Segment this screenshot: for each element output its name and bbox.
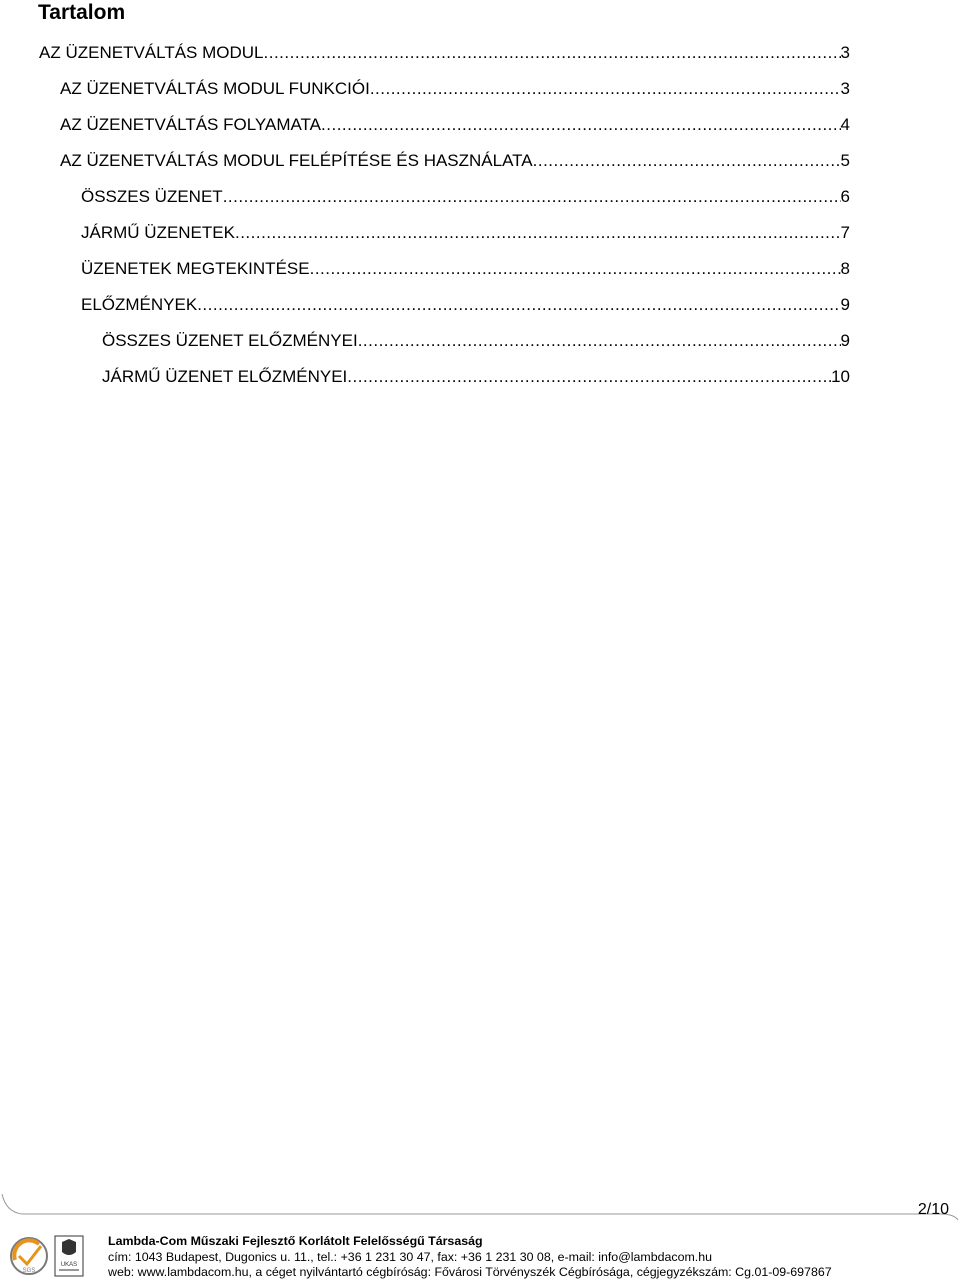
toc-entry[interactable] [81,294,850,318]
toc-entry-page: 3 [840,79,850,98]
toc-entry-page: 7 [840,223,850,242]
toc-entry-page: 9 [840,295,850,314]
toc-title: Tartalom [38,1,126,24]
toc-entry[interactable] [81,186,850,210]
toc-leader-dots [533,150,841,172]
toc-entry-page: 5 [840,151,850,170]
toc-leader-dots [321,114,841,136]
toc-entry[interactable] [81,222,850,246]
toc-entry[interactable] [81,258,850,282]
ukas-logo-text: UKAS [60,1262,78,1268]
toc-leader-dots [197,294,840,316]
toc-entry-label: AZ ÜZENETVÁLTÁS MODUL FUNKCIÓI [60,79,370,98]
toc-entry-label: AZ ÜZENETVÁLTÁS FOLYAMATA [60,115,322,134]
toc-leader-dots [310,258,841,280]
toc-entry-label: AZ ÜZENETVÁLTÁS MODUL [39,43,264,62]
company-address: cím: 1043 Budapest, Dugonics u. 11., tel.: +36 1 231 30 47, fax: +36 1 231 30 08, e-mail: info@lambdacom.hu [108,1249,713,1264]
toc-entry-page: 8 [840,259,850,278]
toc-leader-dots [264,42,841,64]
toc-entry-page: 6 [840,187,850,206]
toc-leader-dots [358,330,841,352]
toc-entry[interactable] [39,42,850,66]
toc-entry-page: 3 [840,43,850,62]
toc-entry[interactable] [60,114,850,138]
toc-entry-label: ÜZENETEK MEGTEKINTÉSE [81,259,310,278]
toc-entry-label: ELŐZMÉNYEK [81,295,198,314]
toc-leader-dots [223,186,841,208]
page-number: 2/10 [917,1201,949,1218]
toc-entry[interactable] [102,366,850,390]
toc-entry[interactable] [60,150,850,174]
certification-logos [9,1234,89,1278]
company-registration: web: www.lambdacom.hu, a céget nyilvántartó cégbíróság: Fővárosi Törvényszék Cégbírósága, cégjegyzékszám: Cg.01-09-697867 [108,1265,832,1279]
sgs-logo-text: SGS [22,1268,36,1274]
toc-leader-dots [347,366,831,388]
toc-leader-dots [370,78,841,100]
sgs-logo-icon [9,1234,89,1278]
toc-entry-page: 10 [831,367,850,386]
toc-entry-page: 9 [840,331,850,350]
footer-company-info [108,1234,948,1281]
toc-entry[interactable] [102,330,850,354]
company-name: Lambda-Com Műszaki Fejlesztő Korlátolt Felelősségű Társaság [108,1234,483,1248]
toc-entry-label: ÖSSZES ÜZENET [81,187,223,206]
toc-entry-label: ÖSSZES ÜZENET ELŐZMÉNYEI [102,331,358,350]
toc-entry[interactable] [60,78,850,102]
toc-entry-label: JÁRMŰ ÜZENET ELŐZMÉNYEI [102,367,348,386]
toc-entry-page: 4 [840,115,850,134]
footer-divider [0,1192,960,1222]
toc-leader-dots [235,222,841,244]
toc-entry-label: AZ ÜZENETVÁLTÁS MODUL FELÉPÍTÉSE ÉS HASZNÁLATA [60,151,533,170]
toc-entry-label: JÁRMŰ ÜZENETEK [81,223,235,242]
